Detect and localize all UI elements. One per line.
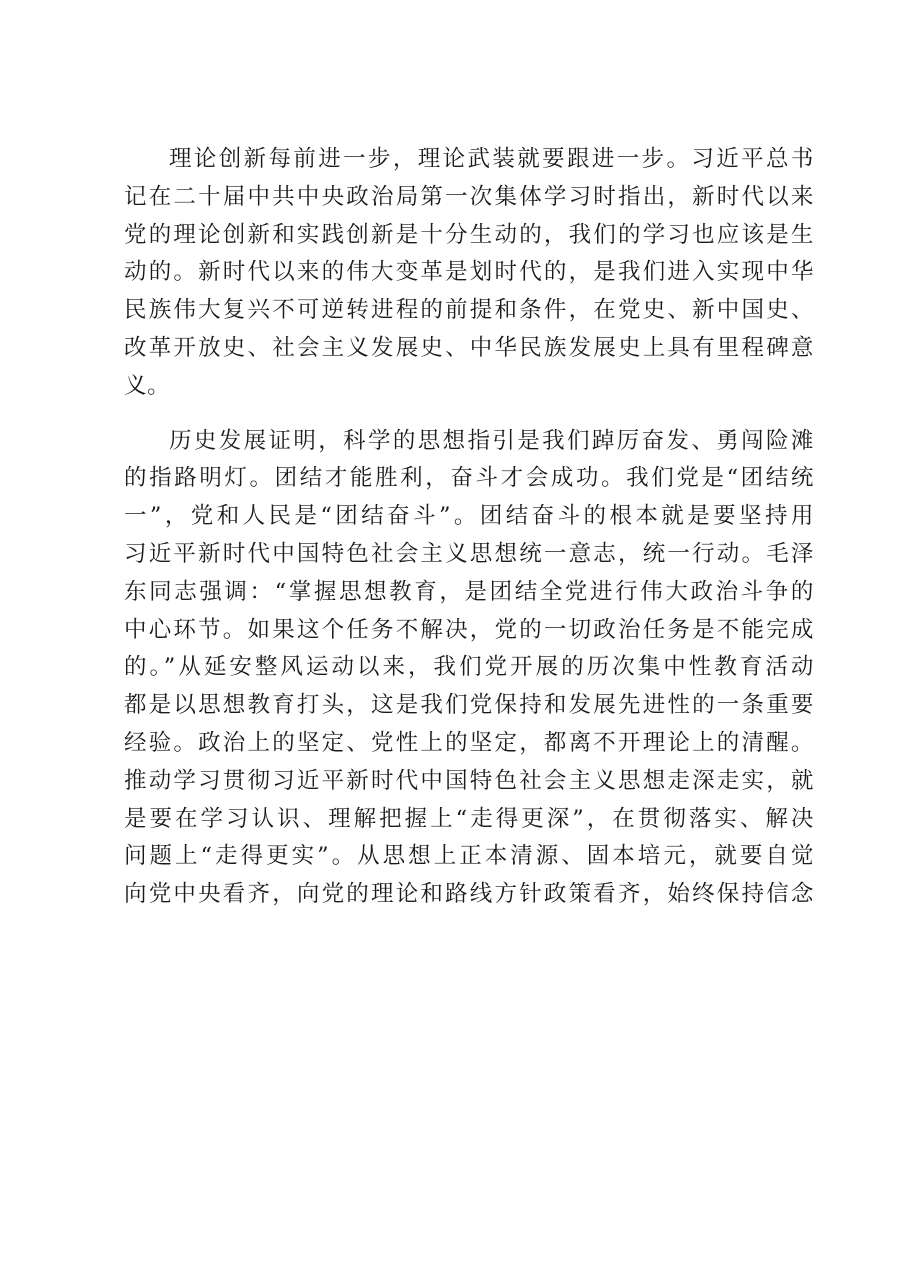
paragraph-spacing bbox=[124, 406, 814, 423]
text-line: 中心环节。如果这个任务不解决，党的一切政治任务是不能完成 bbox=[124, 616, 814, 643]
text-line: 推动学习贯彻习近平新时代中国特色社会主义思想走深走实，就 bbox=[124, 767, 814, 794]
text-line: 向党中央看齐，向党的理论和路线方针政策看齐，始终保持信念 bbox=[124, 881, 814, 908]
paragraph-2 bbox=[124, 423, 814, 914]
text-line: 义。 bbox=[124, 372, 171, 399]
text-line: 的指路明灯。团结才能胜利，奋斗才会成功。我们党是“团结统 bbox=[124, 465, 814, 492]
text-line: 问题上“走得更实”。从思想上正本清源、固本培元，就要自觉 bbox=[124, 843, 814, 870]
body-text bbox=[124, 141, 814, 914]
text-line: 一”，党和人民是“团结奋斗”。团结奋斗的根本就是要坚持用 bbox=[124, 503, 814, 530]
text-line: 改革开放史、社会主义发展史、中华民族发展史上具有里程碑意 bbox=[124, 334, 814, 361]
text-line: 历史发展证明，科学的思想指引是我们踔厉奋发、勇闯险滩 bbox=[169, 427, 814, 454]
text-line: 东同志强调：“掌握思想教育，是团结全党进行伟大政治斗争的 bbox=[124, 578, 814, 605]
text-line: 经验。政治上的坚定、党性上的坚定，都离不开理论上的清醒。 bbox=[124, 729, 814, 756]
text-line: 记在二十届中共中央政治局第一次集体学习时指出，新时代以来 bbox=[124, 183, 814, 210]
text-line: 习近平新时代中国特色社会主义思想统一意志，统一行动。毛泽 bbox=[124, 540, 814, 567]
text-line: 的。”从延安整风运动以来，我们党开展的历次集中性教育活动 bbox=[124, 654, 814, 681]
text-line: 都是以思想教育打头，这是我们党保持和发展先进性的一条重要 bbox=[124, 692, 814, 719]
paragraph-1 bbox=[124, 141, 814, 406]
text-line: 是要在学习认识、理解把握上“走得更深”，在贯彻落实、解决 bbox=[124, 805, 814, 832]
text-line: 动的。新时代以来的伟大变革是划时代的，是我们进入实现中华 bbox=[124, 259, 814, 286]
text-line: 理论创新每前进一步，理论武装就要跟进一步。习近平总书 bbox=[169, 146, 814, 172]
text-line: 党的理论创新和实践创新是十分生动的，我们的学习也应该是生 bbox=[124, 221, 814, 248]
text-line: 民族伟大复兴不可逆转进程的前提和条件，在党史、新中国史、 bbox=[124, 297, 814, 324]
